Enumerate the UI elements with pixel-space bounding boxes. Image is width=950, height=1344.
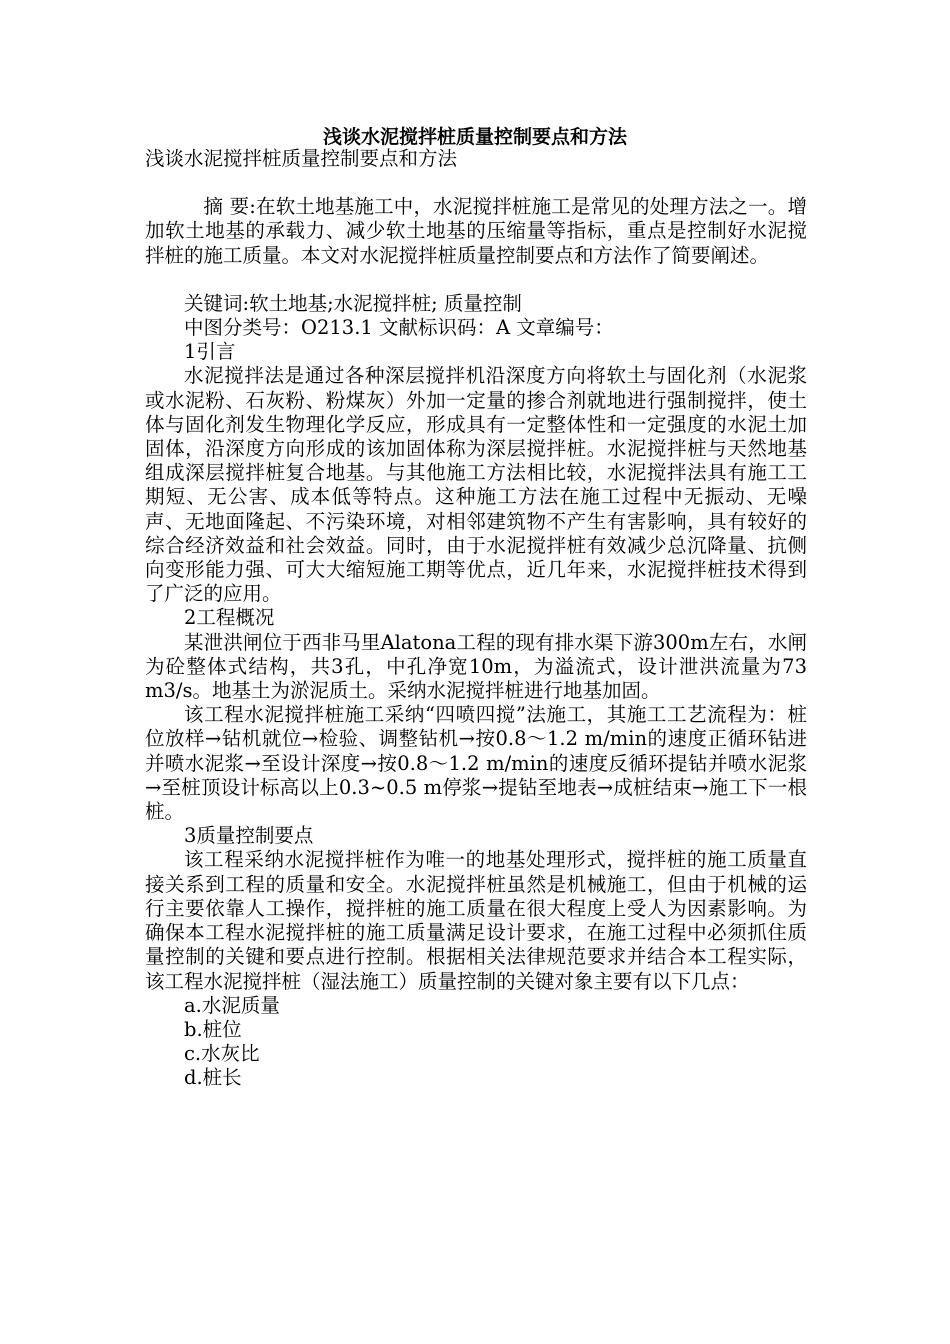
keywords-line: 关键词:软土地基;水泥搅拌桩; 质量控制 [184, 291, 522, 315]
abstract-paragraph: 摘 要:在软土地基施工中，水泥搅拌桩施工是常见的处理方法之一。增加软土地基的承载力、减少软土地基的压缩量等指标，重点是控制好水泥搅拌桩的施工质量。本文对水泥搅拌桩质量控制要点和方法作了简要阐述。 [145, 195, 807, 267]
section-heading: 3质量控制要点 [184, 824, 314, 848]
list-item: b.桩位 [184, 1017, 242, 1041]
body-paragraph: 该工程采纳水泥搅拌桩作为唯一的地基处理形式，搅拌桩的施工质量直接关系到工程的质量和安全。水泥搅拌桩虽然是机械施工，但由于机械的运行主要依靠人工操作，搅拌桩的施工质量在很大程度上受人为因素影响。为确保本工程水泥搅拌桩的施工质量满足设计要求，在施工过程中必须抓住质量控制的关键和要点进行控制。根据相关法律规范要求并结合本工程实际，该工程水泥搅拌桩（湿法施工）质量控制的关键对象主要有以下几点： [145, 848, 807, 993]
body-paragraph: 某泄洪闸位于西非马里Alatona工程的现有排水渠下游300m左右，水闸为砼整体式结构，共3孔，中孔净宽10m，为溢流式，设计泄洪流量为73 m3/s。地基土为淤泥质土。采纳水泥搅拌桩进行地基加固。 [145, 630, 807, 703]
document-subtitle: 浅谈水泥搅拌桩质量控制要点和方法 [145, 147, 458, 170]
list-item: c.水灰比 [184, 1042, 260, 1066]
classification-line: 中图分类号：O213.1 文献标识码：A 文章编号： [184, 316, 614, 340]
body-paragraph: 水泥搅拌法是通过各种深层搅拌机沿深度方向将软土与固化剂（水泥浆或水泥粉、石灰粉、粉煤灰）外加一定量的掺合剂就地进行强制搅拌，使土体与固化剂发生物理化学反应，形成具有一定整体性和一定强度的水泥土加固体，沿深度方向形成的该加固体称为深层搅拌桩。水泥搅拌桩与天然地基组成深层搅拌桩复合地基。与其他施工方法相比较，水泥搅拌法具有施工工期短、无公害、成本低等特点。这种施工方法在施工过程中无振动、无噪声、无地面隆起、不污染环境，对相邻建筑物不产生有害影响，具有较好的综合经济效益和社会效益。同时，由于水泥搅拌桩有效减少总沉降量、抗侧向变形能力强、可大大缩短施工期等优点，近几年来，水泥搅拌桩技术得到了广泛的应用。 [145, 364, 807, 606]
section-heading: 1引言 [184, 340, 236, 364]
list-item: a.水泥质量 [184, 993, 280, 1017]
document-body [145, 147, 807, 1091]
body-paragraph: 该工程水泥搅拌桩施工采纳“四喷四搅”法施工，其施工工艺流程为：桩位放样→钻机就位→检验、调整钻机→按0.8～1.2 m/min的速度正循环钻进并喷水泥浆→至设计深度→按0.8～1.2 m/min的速度反循环提钻并喷水泥浆→至桩顶设计标高以上0.3~0.5 m停浆→提钻至地表→成桩结束→施工下一根桩。 [145, 703, 807, 824]
list-item: d.桩长 [184, 1066, 242, 1090]
document-title: 浅谈水泥搅拌桩质量控制要点和方法 [322, 126, 627, 148]
section-heading: 2工程概况 [184, 606, 275, 630]
